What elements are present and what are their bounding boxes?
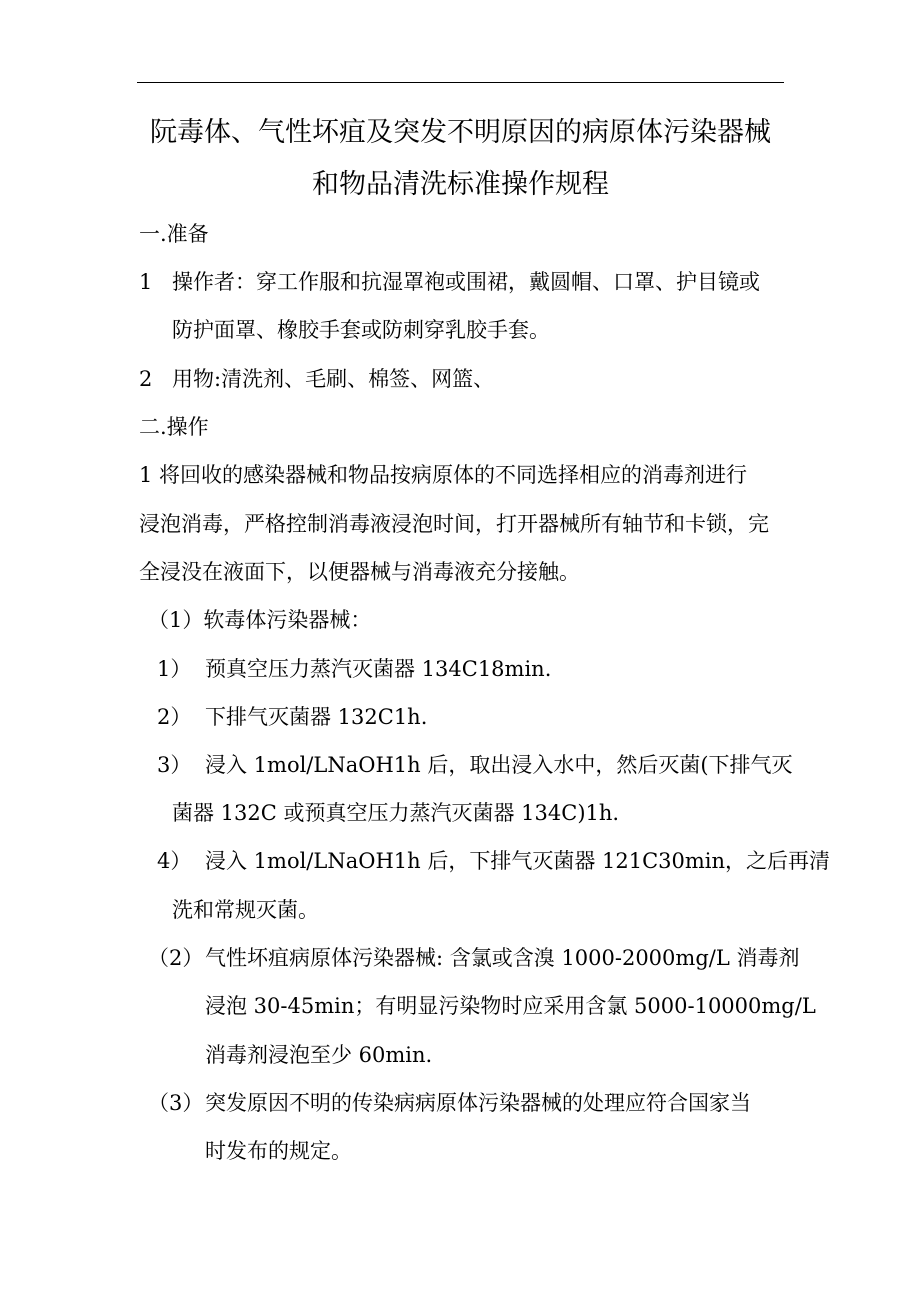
list-item-text: 浸泡 30-45min；有明显污染物时应采用含氯 5000-10000mg/L bbox=[205, 994, 816, 1018]
paragraph-line: 浸泡消毒，严格控制消毒液浸泡时间，打开器械所有轴节和卡锁，完 bbox=[139, 512, 769, 536]
list-number: 2 bbox=[139, 367, 153, 391]
list-item-text: 气性坏疽病原体污染器械: 含氯或含溴 1000-2000mg/L 消毒剂 bbox=[205, 946, 800, 970]
paragraph-line: 1 将回收的感染器械和物品按病原体的不同选择相应的消毒剂进行 bbox=[139, 463, 748, 487]
list-item-text: 浸入 1mol/LNaOH1h 后，下排气灭菌器 121C30min，之后再清 bbox=[205, 849, 831, 873]
list-number: （2） bbox=[148, 946, 204, 970]
list-item-text: 用物:清洗剂、毛刷、棉签、网篮、 bbox=[172, 367, 495, 391]
list-item-text: 下排气灭菌器 132C1h. bbox=[205, 705, 428, 729]
paragraph-line: 全浸没在液面下，以便器械与消毒液充分接触。 bbox=[139, 560, 580, 584]
list-number: 1） bbox=[157, 657, 192, 681]
list-item-text: 消毒剂浸泡至少 60min. bbox=[205, 1043, 433, 1067]
list-number: 4） bbox=[157, 849, 192, 873]
list-item-text: 预真空压力蒸汽灭菌器 134C18min. bbox=[205, 657, 552, 681]
list-number: （3） bbox=[148, 1091, 204, 1115]
list-number: 1 bbox=[139, 270, 153, 294]
section-heading-operation: 二.操作 bbox=[139, 415, 209, 439]
list-item-text: 防护面罩、橡胶手套或防刺穿乳胶手套。 bbox=[172, 318, 550, 342]
header-rule bbox=[137, 82, 784, 83]
list-number: 3） bbox=[157, 753, 192, 777]
subsection-heading: （1）软毒体污染器械： bbox=[148, 608, 372, 632]
document-title-line-2: 和物品清洗标准操作规程 bbox=[312, 169, 609, 200]
list-item-text: 突发原因不明的传染病病原体污染器械的处理应符合国家当 bbox=[205, 1091, 751, 1115]
list-item-text: 洗和常规灭菌。 bbox=[172, 898, 319, 922]
document-title-line-1: 阮毒体、气性坏疽及突发不明原因的病原体污染器械 bbox=[150, 117, 771, 148]
list-item-text: 时发布的规定。 bbox=[205, 1139, 352, 1163]
section-heading-preparation: 一.准备 bbox=[139, 222, 209, 246]
list-number: 2） bbox=[157, 705, 192, 729]
list-item-text: 操作者：穿工作服和抗湿罩袍或围裙，戴圆帽、口罩、护目镜或 bbox=[172, 270, 760, 294]
list-item-text: 菌器 132C 或预真空压力蒸汽灭菌器 134C)1h. bbox=[172, 801, 620, 825]
list-item-text: 浸入 1mol/LNaOH1h 后，取出浸入水中，然后灭菌(下排气灭 bbox=[205, 753, 793, 777]
